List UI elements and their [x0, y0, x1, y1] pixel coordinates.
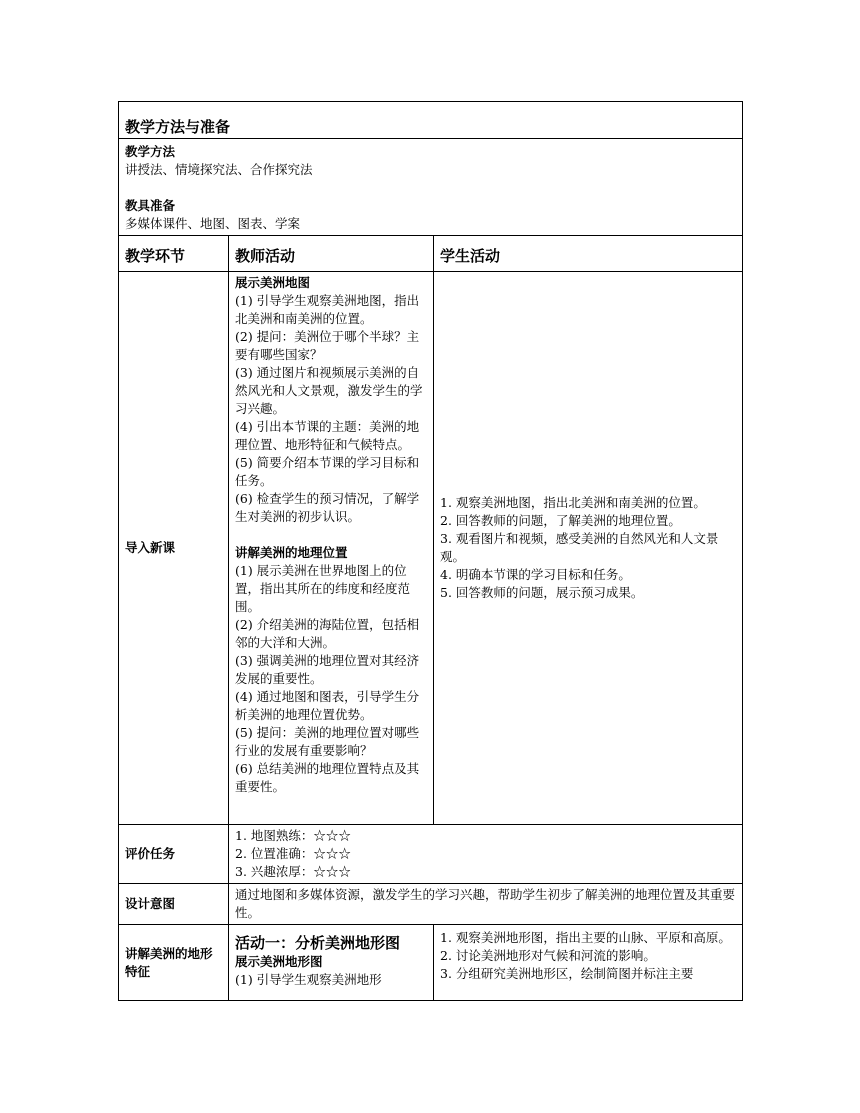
terrain-teacher-heading: 展示美洲地形图: [235, 954, 323, 969]
list-item: (6) 检查学生的预习情况，了解学生对美洲的初步认识。: [235, 491, 420, 524]
list-item: (3) 通过图片和视频展示美洲的自然风光和人文景观，激发学生的学习兴趣。: [235, 365, 423, 416]
design-stage-label: 设计意图: [125, 896, 176, 911]
column-header-student: 学生活动: [440, 246, 501, 265]
list-item: 5. 回答教师的问题，展示预习成果。: [440, 585, 644, 600]
list-item: 3. 兴趣浓厚：☆☆☆: [235, 864, 351, 879]
evaluation-row: [119, 825, 743, 884]
evaluation-list: [235, 827, 736, 881]
lesson-plan-page: [118, 101, 742, 1001]
list-item: 4. 明确本节课的学习目标和任务。: [440, 567, 631, 582]
list-item: (1) 展示美洲在世界地图上的位置，指出其所在的纬度和经度范围。: [235, 563, 411, 614]
intro-teacher-list-2: [235, 562, 427, 796]
methods-heading: 教学方法: [125, 144, 176, 159]
design-text: 通过地图和多媒体资源，激发学生的学习兴趣，帮助学生初步了解美洲的地理位置及其重要性。: [235, 887, 736, 920]
list-item: 2. 讨论美洲地形对气候和河流的影响。: [440, 948, 656, 963]
list-item: 3. 观看图片和视频，感受美洲的自然风光和人文景观。: [440, 531, 719, 564]
methods-text: 讲授法、情境探究法、合作探究法: [125, 162, 313, 177]
terrain-stage-label: 讲解美洲的地形特征: [125, 945, 213, 979]
terrain-activity-title: 活动一：分析美洲地形图: [235, 934, 401, 952]
list-item: (4) 引出本节课的主题：美洲的地理位置、地形特征和气候特点。: [235, 419, 420, 452]
tools-text: 多媒体课件、地图、图表、学案: [125, 216, 301, 231]
list-item: 3. 分组研究美洲地形区，绘制简图并标注主要: [440, 966, 694, 981]
intro-teacher-heading-2: 讲解美洲的地理位置: [235, 545, 348, 560]
list-item: 2. 位置准确：☆☆☆: [235, 846, 351, 861]
intro-teacher-list-1: [235, 292, 427, 526]
list-item: (2) 介绍美洲的海陆位置，包括相邻的大洋和大洲。: [235, 617, 420, 650]
section-title-row: [119, 102, 743, 139]
list-item: (3) 强调美洲的地理位置对其经济发展的重要性。: [235, 653, 420, 686]
column-header-teacher: 教师活动: [235, 246, 296, 265]
column-header-stage: 教学环节: [125, 246, 186, 265]
design-row: [119, 884, 743, 925]
list-item: (4) 通过地图和图表，引导学生分析美洲的地理位置优势。: [235, 689, 420, 722]
intro-row: [119, 272, 743, 825]
list-item: (5) 提问：美洲的地理位置对哪些行业的发展有重要影响？: [235, 725, 420, 758]
list-item: 1. 观察美洲地形图，指出主要的山脉、平原和高原。: [440, 930, 731, 945]
list-item: (1) 引导学生观察美洲地形: [235, 972, 382, 987]
intro-stage-label: 导入新课: [125, 540, 176, 555]
lesson-plan-table: [118, 101, 743, 1001]
intro-student-list: [440, 494, 736, 602]
list-item: 1. 观察美洲地图，指出北美洲和南美洲的位置。: [440, 495, 706, 510]
terrain-row: [119, 925, 743, 1001]
terrain-student-list: [440, 929, 736, 983]
section-title: 教学方法与准备: [125, 118, 231, 136]
methods-row: [119, 139, 743, 236]
list-item: (5) 简要介绍本节课的学习目标和任务。: [235, 455, 420, 488]
intro-teacher-heading-1: 展示美洲地图: [235, 275, 311, 290]
tools-heading: 教具准备: [125, 198, 176, 213]
terrain-teacher-list: [235, 971, 427, 989]
list-item: (1) 引导学生观察美洲地图，指出北美洲和南美洲的位置。: [235, 293, 420, 326]
list-item: (6) 总结美洲的地理位置特点及其重要性。: [235, 761, 420, 794]
column-header-row: [119, 236, 743, 272]
list-item: 1. 地图熟练：☆☆☆: [235, 828, 351, 843]
list-item: 2. 回答教师的问题，了解美洲的地理位置。: [440, 513, 681, 528]
list-item: (2) 提问：美洲位于哪个半球？主要有哪些国家？: [235, 329, 420, 362]
evaluation-stage-label: 评价任务: [125, 846, 176, 861]
